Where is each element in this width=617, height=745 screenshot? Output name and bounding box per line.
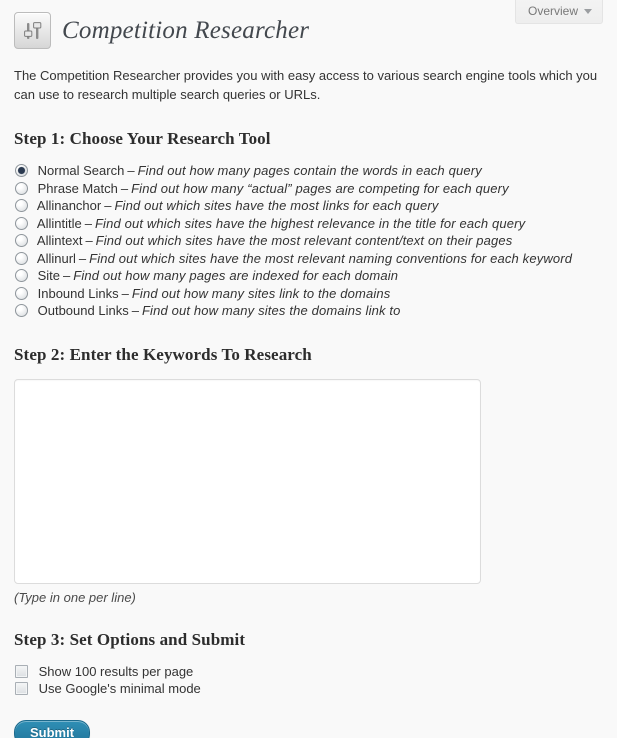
option-label: Normal Search <box>37 163 125 178</box>
option-label: Allintitle <box>36 215 82 231</box>
option-label: Allinanchor <box>36 198 102 213</box>
option-separator: – <box>104 198 112 213</box>
option-minimal-mode-row <box>14 680 603 698</box>
research-tool-option <box>14 232 603 250</box>
option-separator: – <box>84 215 92 231</box>
option-separator: – <box>131 303 139 318</box>
research-tool-option <box>14 285 603 303</box>
option-description: Find out which sites have the most links for each query <box>114 198 439 213</box>
sliders-icon <box>14 12 51 49</box>
option-separator: – <box>85 233 93 248</box>
research-tool-radio[interactable] <box>15 287 28 300</box>
option-separator: – <box>78 250 87 266</box>
option-description: Find out which sites have the most relevant naming conventions for each keyword <box>89 250 573 266</box>
research-tool-option <box>14 215 603 233</box>
research-tool-option <box>14 180 603 198</box>
chevron-down-icon <box>584 9 592 14</box>
option-description: Find out how many pages are indexed for each domain <box>73 268 399 283</box>
step2-heading: Step 2: Enter the Keywords To Research <box>14 344 312 364</box>
option-description: Find out which sites have the highest relevance in the title for each query <box>94 215 526 231</box>
option-label: Site <box>37 268 61 283</box>
research-tool-radio[interactable] <box>15 304 28 317</box>
research-tool-option <box>14 302 603 320</box>
submit-button[interactable]: Submit <box>14 720 90 739</box>
option-separator: – <box>120 180 129 196</box>
option-separator: – <box>63 268 71 283</box>
step1-heading: Step 1: Choose Your Research Tool <box>14 129 271 148</box>
research-tool-radio[interactable] <box>15 269 28 282</box>
option-description: Find out how many sites link to the domains <box>131 285 391 301</box>
page-title: Competition Researcher <box>62 16 310 44</box>
research-tool-radio[interactable] <box>15 182 28 195</box>
option-label: Allintext <box>36 233 83 248</box>
overview-help-tab-label: Overview <box>527 4 578 18</box>
research-tool-option <box>14 250 603 268</box>
step3-heading: Step 3: Set Options and Submit <box>14 629 246 649</box>
research-tool-radio[interactable] <box>15 217 28 230</box>
research-tool-option <box>14 267 603 285</box>
option-description: Find out how many sites the domains link to <box>141 303 401 318</box>
research-tool-radio[interactable] <box>15 234 28 247</box>
options-list <box>14 663 603 698</box>
option-separator: – <box>121 285 129 301</box>
research-tool-options <box>14 162 603 320</box>
research-tool-option <box>14 162 603 180</box>
intro-text: The Competition Researcher provides you with easy access to various search engine tools which you can use to research multiple search queries or URLs. <box>14 68 598 102</box>
option-description: Find out how many “actual” pages are competing for each query <box>131 180 509 196</box>
google-minimal-mode-checkbox[interactable] <box>15 682 28 695</box>
option-description: Find out which sites have the most relevant content/text on their pages <box>95 233 513 248</box>
keywords-textarea[interactable] <box>14 379 481 584</box>
research-tool-option <box>14 197 603 215</box>
research-tool-radio[interactable] <box>15 199 28 212</box>
checkbox-label: Show 100 results per page <box>38 663 194 679</box>
overview-help-tab[interactable] <box>515 0 603 24</box>
checkbox-label: Use Google's minimal mode <box>38 681 201 696</box>
keywords-caption: (Type in one per line) <box>14 589 136 605</box>
option-separator: – <box>127 163 135 178</box>
research-tool-radio[interactable] <box>15 252 28 265</box>
show-100-results-checkbox[interactable] <box>15 665 28 678</box>
option-description: Find out how many pages contain the words in each query <box>137 163 482 178</box>
option-label: Allinurl <box>36 250 76 266</box>
option-label: Outbound Links <box>37 303 129 318</box>
option-label: Inbound Links <box>37 285 119 301</box>
research-tool-radio[interactable] <box>15 164 28 177</box>
option-show-100-row <box>14 663 603 681</box>
option-label: Phrase Match <box>37 180 118 196</box>
